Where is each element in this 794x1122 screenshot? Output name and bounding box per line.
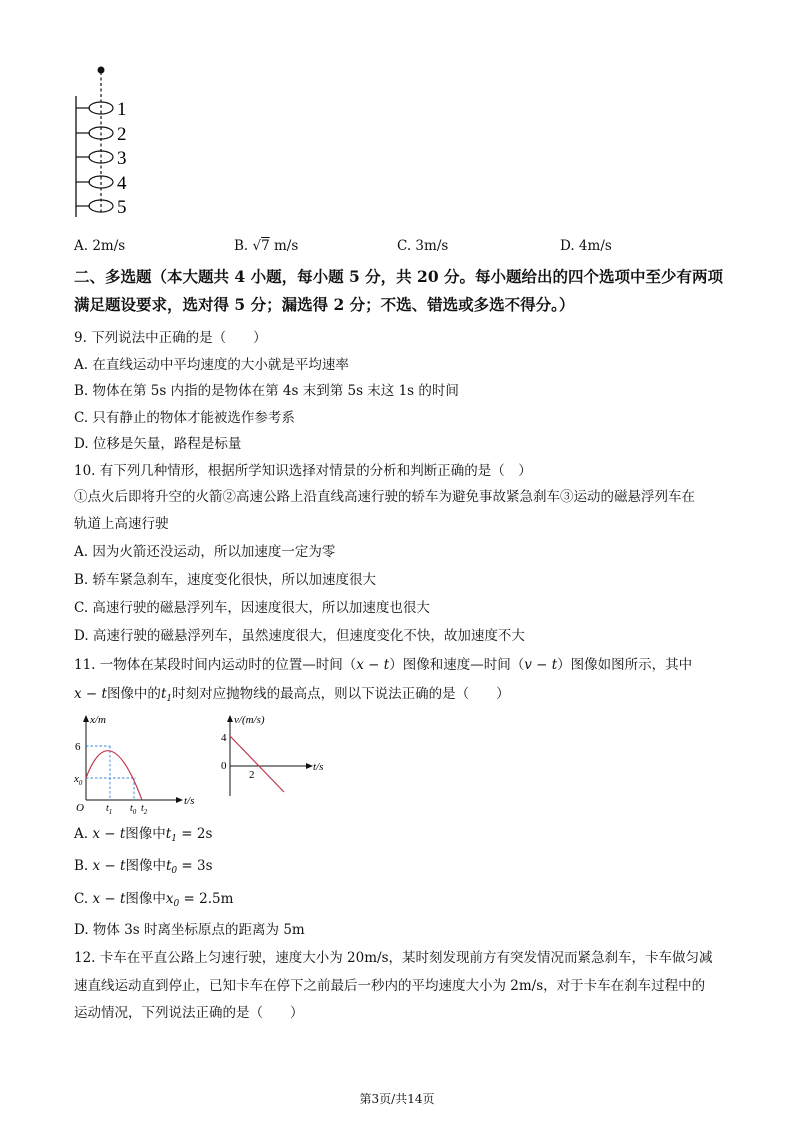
xt-graph-tick-t0: $t_0$ bbox=[130, 803, 137, 816]
q11-option-c-x0: $x_0$ bbox=[165, 891, 180, 909]
q12-stem-line3: 运动情况，下列说法正确的是（ ） bbox=[74, 1005, 304, 1021]
q11-stem-2a: 图像中的 bbox=[106, 686, 161, 702]
q10-option-a[interactable]: A. 因为火箭还没运动，所以加速度一定为零 bbox=[74, 544, 336, 560]
xt-graph-tick-x0: $x_0$ bbox=[74, 773, 83, 787]
vt-graph-y-arrow bbox=[227, 715, 233, 722]
xt-graph-x-arrow bbox=[176, 797, 183, 803]
q11-stem-2b: 时刻对应抛物线的最高点，则以下说法正确的是（ ） bbox=[172, 686, 510, 702]
ring-label-3: 3 bbox=[117, 148, 127, 169]
q11-stem-1b: ）图像和速度—时间（ bbox=[389, 657, 525, 673]
q9-option-c[interactable]: C. 只有静止的物体才能被选作参考系 bbox=[74, 410, 295, 426]
q11-option-b-prefix: B. bbox=[74, 858, 89, 874]
q8-option-b-radicand: 7 bbox=[261, 238, 270, 254]
q11-stem-line2 bbox=[74, 684, 510, 709]
q11-option-a-mid: 图像中 bbox=[125, 826, 166, 842]
q11-option-a-prefix: A. bbox=[74, 826, 89, 842]
vt-graph-x-arrow bbox=[306, 763, 313, 769]
q8-option-b[interactable] bbox=[234, 236, 298, 256]
ring-figure bbox=[60, 60, 170, 225]
ring-1 bbox=[76, 102, 113, 114]
q11-t1-symbol: $t_1$ bbox=[160, 686, 173, 704]
page-footer: 第3页/共14页 bbox=[359, 1092, 435, 1106]
q11-stem-1c: ）图像如图所示，其中 bbox=[557, 657, 693, 673]
vt-graph-tick-4: 4 bbox=[221, 732, 227, 744]
q10-scenario-line2: 轨道上高速行驶 bbox=[74, 516, 169, 532]
q11-vt-symbol: v − t bbox=[524, 657, 558, 673]
q11-option-c-prefix: C. bbox=[74, 891, 89, 907]
xt-graph bbox=[70, 712, 220, 818]
q9-stem: 9. 下列说法中正确的是（ ） bbox=[74, 330, 267, 346]
xt-graph-origin: O bbox=[76, 802, 84, 814]
q10-stem: 10. 有下列几种情形，根据所学知识选择对情景的分析和判断正确的是（ ） bbox=[74, 463, 532, 479]
q8-option-c-text: C. 3m/s bbox=[397, 238, 449, 254]
section2-heading-line1: 二、多选题（本大题共 4 小题，每小题 5 分，共 20 分。每小题给出的四个选项中至少有两项 bbox=[74, 267, 724, 286]
q11-option-c-value: = 2.5m bbox=[183, 891, 234, 907]
ring-2 bbox=[76, 127, 113, 139]
q8-option-b-prefix: B. bbox=[234, 238, 253, 254]
q8-option-d-text: D. 4m/s bbox=[560, 238, 612, 254]
q11-option-c-mid: 图像中 bbox=[125, 891, 166, 907]
q11-option-c[interactable] bbox=[74, 889, 233, 914]
q11-stem-1a: 11. 一物体在某段时间内运动时的位置—时间（ bbox=[74, 657, 357, 673]
q11-option-b-t0: $t_0$ bbox=[165, 858, 178, 876]
q9-option-a[interactable]: A. 在直线运动中平均速度的大小就是平均速率 bbox=[74, 357, 349, 373]
vt-graph-x-label: t/s bbox=[313, 761, 324, 773]
vt-graph-y-label: v/(m/s) bbox=[234, 714, 265, 726]
xt-graph-y-arrow bbox=[83, 715, 89, 722]
xt-graph-y-label: x/m bbox=[90, 714, 106, 726]
q10-scenario-line1: ①点火后即将升空的火箭②高速公路上沿直线高速行驶的轿车为避免事故紧急刹车③运动的磁悬浮列车在 bbox=[74, 489, 695, 505]
q10-option-b[interactable]: B. 轿车紧急刹车，速度变化很快，所以加速度很大 bbox=[74, 572, 377, 588]
q11-option-a-xt: x − t bbox=[92, 826, 126, 842]
q9-option-d[interactable]: D. 位移是矢量，路程是标量 bbox=[74, 436, 242, 452]
ring-4 bbox=[76, 176, 113, 188]
ring-label-1: 1 bbox=[117, 99, 127, 120]
ring-5 bbox=[76, 200, 113, 212]
q8-option-a-text: A. 2m/s bbox=[74, 238, 126, 254]
q11-option-c-xt: x − t bbox=[92, 891, 126, 907]
vt-graph-tick-0: 0 bbox=[221, 760, 227, 772]
ring-label-2: 2 bbox=[117, 124, 127, 145]
sqrt-icon: √ bbox=[252, 238, 262, 254]
q11-option-a-value: = 2s bbox=[181, 826, 213, 842]
q11-xt-symbol: x − t bbox=[356, 657, 390, 673]
xt-graph-tick-6: 6 bbox=[75, 741, 81, 753]
ring-label-4: 4 bbox=[117, 173, 127, 194]
vt-graph-tick-2: 2 bbox=[249, 769, 255, 781]
q8-option-b-unit: m/s bbox=[269, 238, 299, 254]
q11-option-b-xt: x − t bbox=[92, 858, 126, 874]
q11-stem-line1 bbox=[74, 655, 692, 675]
q8-option-a[interactable] bbox=[74, 236, 125, 256]
q8-option-d[interactable] bbox=[560, 236, 612, 256]
q11-option-a[interactable] bbox=[74, 824, 212, 849]
xt-graph-tick-t2: $t_2$ bbox=[141, 803, 148, 816]
q9-option-b[interactable]: B. 物体在第 5s 内指的是物体在第 4s 末到第 5s 末这 1s 的时间 bbox=[74, 383, 459, 399]
vt-graph-velocity-line bbox=[230, 736, 284, 792]
q11-option-d[interactable]: D. 物体 3s 时离坐标原点的距离为 5m bbox=[74, 922, 305, 938]
q11-option-b-value: = 3s bbox=[181, 858, 213, 874]
q11-option-b[interactable] bbox=[74, 856, 213, 881]
q12-stem-line2: 速直线运动直到停止，已知卡车在停下之前最后一秒内的平均速度大小为 2m/s，对于卡车在刹车过程中的 bbox=[74, 978, 706, 994]
q10-option-c[interactable]: C. 高速行驶的磁悬浮列车，因速度很大，所以加速度也很大 bbox=[74, 600, 430, 616]
q11-xt-symbol-2: x − t bbox=[74, 686, 107, 702]
q12-stem-line1: 12. 卡车在平直公路上匀速行驶，速度大小为 20m/s，某时刻发现前方有突发情况而紧急刹车，卡车做匀减 bbox=[74, 950, 713, 966]
q11-option-a-t1: $t_1$ bbox=[165, 826, 177, 844]
q8-option-c[interactable] bbox=[397, 236, 448, 256]
xt-graph-x-label: t/s bbox=[184, 795, 195, 807]
vt-graph bbox=[218, 712, 348, 802]
section2-heading-line2: 满足题设要求，选对得 5 分；漏选得 2 分；不选、错选或多选不得分。） bbox=[74, 295, 575, 314]
q11-option-b-mid: 图像中 bbox=[125, 858, 166, 874]
ring-3 bbox=[76, 151, 113, 163]
ring-label-5: 5 bbox=[117, 197, 127, 218]
xt-graph-tick-t1: $t_1$ bbox=[106, 803, 113, 816]
q10-option-d[interactable]: D. 高速行驶的磁悬浮列车，虽然速度很大，但速度变化不快，故加速度不大 bbox=[74, 628, 525, 644]
